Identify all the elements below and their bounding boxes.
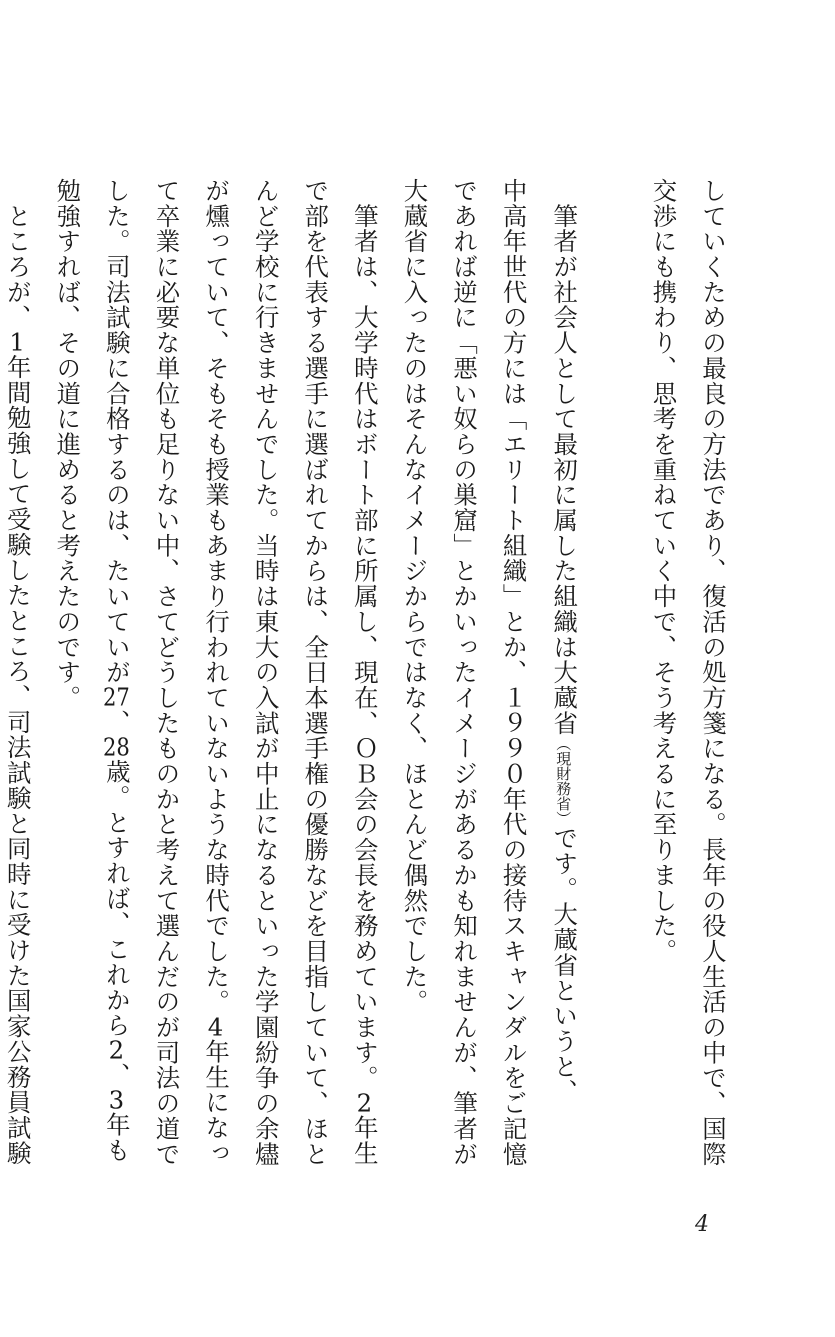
text-segment: ところが、 <box>2 178 32 331</box>
text-line: 交渉にも携わり、思考を重ねていく中で、そう考えるに至りました。 <box>648 178 678 964</box>
number: 4 <box>207 1014 224 1039</box>
text-line: 中高年世代の方には「エリート組織」とか、１９９０年代の接待スキャンダルをご記憶 <box>498 178 528 1167</box>
text-line: であれば逆に「悪い奴らの巣窟」とかいったイメージがあるかも知れませんが、筆者が <box>449 178 479 1167</box>
text-line: していくための最良の方法であり、復活の処方箋になる。長年の役人生活の中で、国際 <box>698 178 727 1167</box>
text-segment: した。司法試験に合格するのは、たいていが <box>101 178 131 685</box>
text-segment: が燻っていて、そもそも授業もあまり行われていないような時代でした。 <box>201 178 231 1015</box>
paragraph-4 <box>0 178 42 1198</box>
text-segment: 年生になっ <box>201 1038 231 1166</box>
text-segment: 歳。とすれば、これから <box>101 759 131 1039</box>
text-segment: 年間勉強して受験したところ、司法試験と同時に受けた国家公務員試験 <box>2 354 32 1166</box>
paragraph-3 <box>42 178 389 1198</box>
text-line <box>538 178 589 1198</box>
paragraph-2 <box>389 178 588 1198</box>
vertical-text-body <box>0 178 737 1198</box>
text-line <box>0 178 42 1198</box>
inline-note: （現財務省） <box>554 735 573 826</box>
text-segment: 年生 <box>349 1115 379 1166</box>
text-line: んど学校に行きませんでした。当時は東大の入試が中止になるといった学園紛争の余燼 <box>250 178 280 1167</box>
text-segment: 、 <box>101 709 131 735</box>
text-segment: です。大蔵省というと、 <box>549 825 579 1105</box>
number: 2 <box>108 1038 125 1063</box>
text-segment: 筆者が社会人として最初に属した組織は大蔵省 <box>549 178 579 736</box>
text-segment: 筆者は、大学時代はボート部に所属し、現在、ＯＢ会の会長を務めています。 <box>349 178 379 1091</box>
paragraph-spacer <box>588 178 638 1198</box>
text-line <box>339 178 389 1198</box>
paragraph-1 <box>638 178 737 1198</box>
page-number: 4 <box>695 1212 709 1237</box>
number: 27 <box>102 685 130 710</box>
number: 2 <box>356 1090 373 1116</box>
number: 28 <box>102 734 130 760</box>
text-line: で部を代表する選手に選ばれてからは、全日本選手権の優勝などを目指していて、ほと <box>300 178 330 1167</box>
text-segment: 、 <box>101 1062 131 1088</box>
text-line: て卒業に必要な単位も足りない中、さてどうしたものかと考えて選んだのが司法の道で <box>151 178 181 1167</box>
text-line <box>190 178 240 1198</box>
text-line: 勉強すれば、その道に進めると考えたのです。 <box>52 178 82 711</box>
number: 3 <box>108 1087 125 1113</box>
text-segment: 年も <box>101 1112 131 1163</box>
text-line: 大蔵省に入ったのはそんなイメージからではなく、ほとんど偶然でした。 <box>399 178 429 1015</box>
number: 1 <box>9 330 25 355</box>
text-line <box>91 178 141 1198</box>
